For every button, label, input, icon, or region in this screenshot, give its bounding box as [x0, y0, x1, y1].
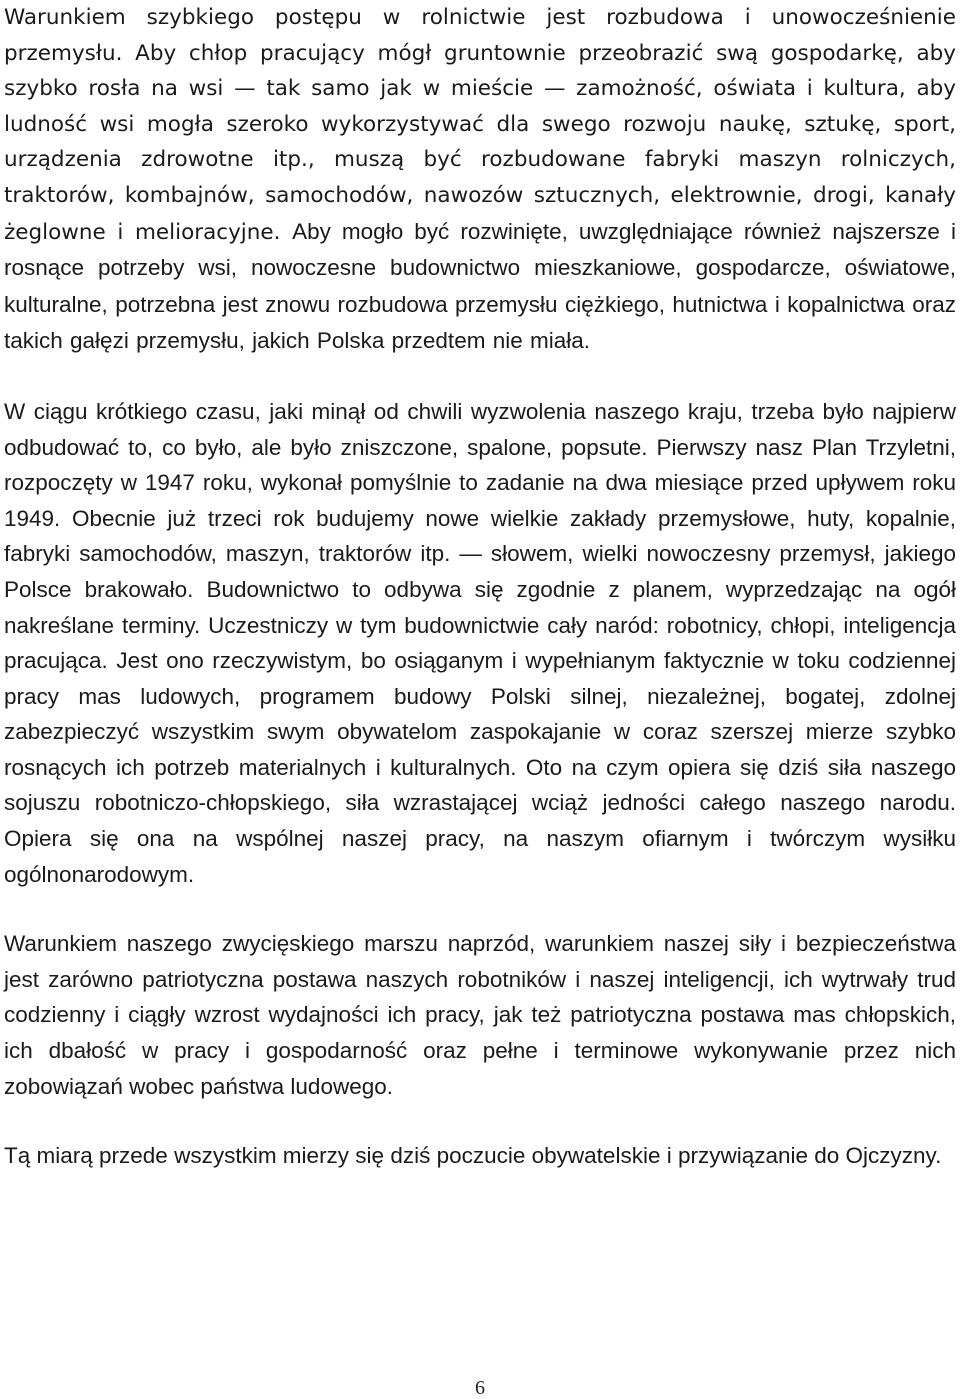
paragraph-4: Tą miarą przede wszystkim mierzy się dziś poczucie obywatelskie i przywiązanie do Ojczyzny. [4, 1143, 942, 1169]
paragraph-1-part-a: Warunkiem szybkiego postępu w rolnictwie jest rozbudowa i unowocześnienie przemysłu. Aby chłop pracujący mógł gruntownie przeobrazić swą gospodarkę, aby szybko rosła na wsi — tak samo jak w mieście — zamożność, oświata i kultura, aby ludność wsi mogła szeroko wykorzystywać dla swego rozwoju naukę, sztukę, sport, urządzenia zdrowotne itp., muszą być rozbudowane fabryki maszyn rolniczych, traktorów, kombajnów, samochodów, nawozów sztucznych, elektrownie, drogi, kanały żeglowne i melioracyjne. [4, 5, 956, 245]
page-number: 6 [475, 1377, 485, 1399]
document-page [4, 0, 956, 1174]
paragraph-1 [4, 0, 956, 360]
paragraph-2: W ciągu krótkiego czasu, jaki minął od chwili wyzwolenia naszego kraju, trzeba było najpierw odbudować to, co było, ale było zniszczone, spalone, popsute. Pierwszy nasz Plan Trzyletni, rozpoczęty w 1947 roku, wykonał pomyślnie to zadanie na dwa miesiące przed upływem roku 1949. Obecnie już trzeci rok budujemy nowe wielkie zakłady przemysłowe, huty, kopalnie, fabryki samochodów, maszyn, traktorów itp. — słowem, wielki nowoczesny przemysł, jakiego Polsce brakowało. Budownictwo to odbywa się zgodnie z planem, wyprzedzając na ogół nakreślane terminy. Uczestniczy w tym budownictwie cały naród: robotnicy, chłopi, inteligencja pracująca. Jest ono rzeczywistym, bo osiąganym i wypełnianym faktycznie w toku codziennej pracy mas ludowych, programem budowy Polski silnej, niezależnej, bogatej, zdolnej zabezpieczyć wszystkim swym obywatelom zaspokajanie w coraz szerszej mierze szybko rosnących ich potrzeb materialnych i kulturalnych. Oto na czym opiera się dziś siła naszego sojuszu robotniczo-chłopskiego, siła wzrastającej wciąż jedności całego naszego narodu. Opiera się ona na wspólnej naszej pracy, na naszym ofiarnym i twórczym wysiłku ogólnonarodowym. [4, 398, 956, 887]
paragraph-3: Warunkiem naszego zwycięskiego marszu naprzód, warunkiem naszej siły i bezpieczeństwa jest zarówno patriotyczna postawa naszych robotników i naszej inteligencji, ich wytrwały trud codzienny i ciągły wzrost wydajności ich pracy, jak też patriotyczna postawa mas chłopskich, ich dbałość w pracy i gospodarność oraz pełne i terminowe wykonywanie przez nich zobowiązań wobec państwa ludowego. [4, 931, 956, 1099]
paragraph-1-part-b: Aby mogło być rozwinięte, uwzględniające również najszersze i rosnące potrzeby wsi, nowoczesne budownictwo mieszkaniowe, gospodarcze, oświatowe, kulturalne, potrzebna jest znowu rozbudowa przemysłu ciężkiego, hutnictwa i kopalnictwa oraz takich gałęzi przemysłu, jakich Polska przedtem nie miała. [4, 218, 956, 354]
